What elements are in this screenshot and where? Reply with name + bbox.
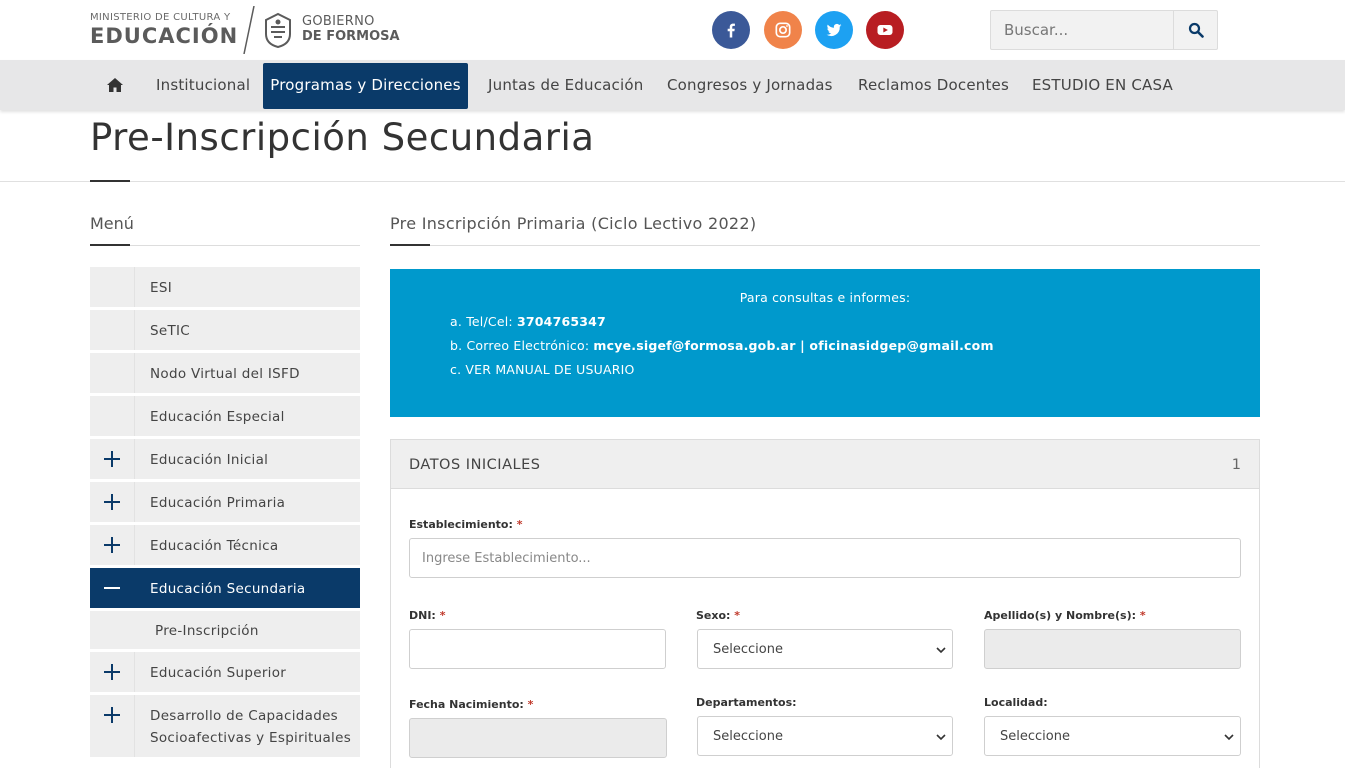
search-box	[990, 10, 1218, 50]
shield-icon	[262, 12, 294, 48]
required-mark: *	[1139, 609, 1146, 622]
sexo-select[interactable]	[697, 629, 953, 669]
nav-item-reclamos[interactable]: Reclamos Docentes	[858, 76, 1009, 94]
departamentos-label	[696, 696, 797, 709]
sidebar-item-gutter	[90, 695, 135, 757]
minus-icon[interactable]	[103, 579, 121, 597]
localidad-select[interactable]	[984, 716, 1241, 756]
info-phone-value: 3704765347	[516, 314, 606, 329]
facebook-icon[interactable]	[712, 11, 750, 49]
sidebar-item-label: Pre-Inscripción	[155, 623, 259, 639]
nav-item-estudio-en-casa[interactable]: ESTUDIO EN CASA	[1032, 76, 1173, 94]
search-input[interactable]	[991, 11, 1173, 49]
localidad-label-text: Localidad:	[984, 696, 1048, 709]
plus-icon[interactable]	[103, 450, 121, 468]
sidebar-item-educacion-primaria[interactable]	[90, 482, 360, 522]
sidebar-item-label: Educación Secundaria	[150, 581, 306, 597]
form-panel-title: DATOS INICIALES	[409, 457, 541, 473]
departamentos-select[interactable]	[697, 716, 953, 756]
info-phone	[450, 314, 606, 329]
sidebar-item-label: Educación Superior	[150, 665, 287, 681]
sidebar-item-gutter	[90, 396, 135, 436]
sexo-label	[696, 609, 740, 622]
required-mark: *	[527, 698, 534, 711]
localidad-select-value: Seleccione	[1000, 729, 1070, 744]
nav-item-congresos[interactable]: Congresos y Jornadas	[667, 76, 833, 94]
main-navbar	[0, 60, 1345, 110]
sidebar-item-label: Educación Técnica	[150, 538, 279, 554]
title-underline	[90, 180, 130, 182]
chevron-down-icon	[1224, 732, 1234, 742]
sidebar-item-esi[interactable]	[90, 267, 360, 307]
establecimiento-label-text: Establecimiento:	[409, 518, 513, 531]
search-button[interactable]	[1173, 11, 1217, 49]
sidebar-item-desarrollo-capacidades[interactable]	[90, 695, 360, 757]
sidebar-item-nodo-virtual[interactable]	[90, 353, 360, 393]
info-phone-prefix: a. Tel/Cel:	[450, 314, 517, 329]
info-email-prefix: b. Correo Electrónico:	[450, 338, 594, 353]
sexo-select-value: Seleccione	[713, 642, 783, 657]
info-email	[450, 338, 994, 353]
nav-item-institucional[interactable]: Institucional	[156, 76, 251, 94]
fecha-nacimiento-label-text: Fecha Nacimiento:	[409, 698, 524, 711]
plus-icon[interactable]	[103, 493, 121, 511]
sidebar-heading: Menú	[90, 214, 134, 233]
establecimiento-label	[409, 518, 523, 531]
departamentos-label-text: Departamentos:	[696, 696, 797, 709]
sidebar-item-gutter	[90, 353, 135, 393]
required-mark: *	[516, 518, 523, 531]
sidebar-heading-mark	[90, 244, 130, 246]
home-icon[interactable]	[100, 73, 130, 97]
sexo-label-text: Sexo:	[696, 609, 731, 622]
chevron-down-icon	[936, 732, 946, 742]
dni-input[interactable]	[409, 629, 666, 669]
plus-icon[interactable]	[103, 536, 121, 554]
youtube-icon[interactable]	[866, 11, 904, 49]
form-panel	[390, 439, 1260, 768]
sidebar-item-educacion-tecnica[interactable]	[90, 525, 360, 565]
plus-icon[interactable]	[103, 706, 121, 724]
departamentos-select-value: Seleccione	[713, 729, 783, 744]
sidebar-item-label: Educación Inicial	[150, 452, 269, 468]
instagram-icon[interactable]	[764, 11, 802, 49]
nav-item-programas[interactable]: Programas y Direcciones	[263, 63, 468, 109]
chevron-down-icon	[936, 645, 946, 655]
dni-label	[409, 609, 445, 622]
title-divider	[0, 181, 1345, 182]
fecha-nacimiento-label	[409, 698, 533, 711]
sidebar-item-educacion-inicial[interactable]	[90, 439, 360, 479]
sidebar-item-educacion-secundaria[interactable]	[90, 568, 360, 608]
top-header	[0, 0, 1345, 60]
sidebar-heading-line	[90, 245, 360, 246]
sidebar-item-label: Nodo Virtual del ISFD	[150, 366, 300, 382]
ministerio-logo-small: MINISTERIO DE CULTURA Y	[90, 12, 231, 23]
required-mark: *	[734, 609, 741, 622]
gobierno-logo-line2: DE FORMOSA	[302, 29, 400, 44]
info-manual-link[interactable]: c. VER MANUAL DE USUARIO	[450, 362, 635, 377]
establecimiento-input[interactable]	[409, 538, 1241, 578]
sidebar-item-educacion-especial[interactable]	[90, 396, 360, 436]
section-heading: Pre Inscripción Primaria (Ciclo Lectivo 2022)	[390, 214, 757, 233]
section-heading-mark	[390, 244, 430, 246]
section-heading-line	[390, 245, 1260, 246]
sidebar-item-gutter	[90, 310, 135, 350]
sidebar-item-label: ESI	[150, 280, 172, 296]
apellido-nombre-label-text: Apellido(s) y Nombre(s):	[984, 609, 1137, 622]
sidebar-item-setic[interactable]	[90, 310, 360, 350]
contact-info-box	[390, 269, 1260, 417]
search-icon	[1188, 22, 1204, 38]
fecha-nacimiento-input	[409, 718, 667, 758]
form-panel-header	[391, 440, 1259, 489]
sidebar-item-educacion-superior[interactable]	[90, 652, 360, 692]
ministerio-logo-big: EDUCACIÓN	[90, 24, 239, 48]
gobierno-logo-line1: GOBIERNO	[302, 14, 375, 29]
nav-item-juntas[interactable]: Juntas de Educación	[488, 76, 644, 94]
sidebar-item-label: Educación Especial	[150, 409, 285, 425]
twitter-icon[interactable]	[815, 11, 853, 49]
apellido-nombre-label	[984, 609, 1146, 622]
dni-label-text: DNI:	[409, 609, 436, 622]
info-title: Para consultas e informes:	[739, 290, 911, 305]
localidad-label	[984, 696, 1048, 709]
sidebar-item-label: SeTIC	[150, 323, 191, 339]
sidebar-item-label-line2: Socioafectivas y Espirituales	[150, 730, 352, 746]
sidebar-subitem-pre-inscripcion[interactable]	[90, 611, 360, 649]
required-mark: *	[439, 609, 446, 622]
sidebar-item-label-line1: Desarrollo de Capacidades	[150, 708, 339, 724]
gobierno-logo[interactable]	[302, 14, 400, 44]
form-panel-step: 1	[1231, 457, 1241, 473]
logo-divider	[242, 6, 256, 54]
info-email-value[interactable]: mcye.sigef@formosa.gob.ar | oficinasidgep@gmail.com	[593, 338, 994, 353]
plus-icon[interactable]	[103, 663, 121, 681]
sidebar-item-label: Educación Primaria	[150, 495, 286, 511]
sidebar-item-gutter	[90, 267, 135, 307]
page-title: Pre-Inscripción Secundaria	[90, 116, 595, 159]
apellido-nombre-input	[984, 629, 1241, 669]
ministerio-logo[interactable]	[90, 12, 239, 48]
